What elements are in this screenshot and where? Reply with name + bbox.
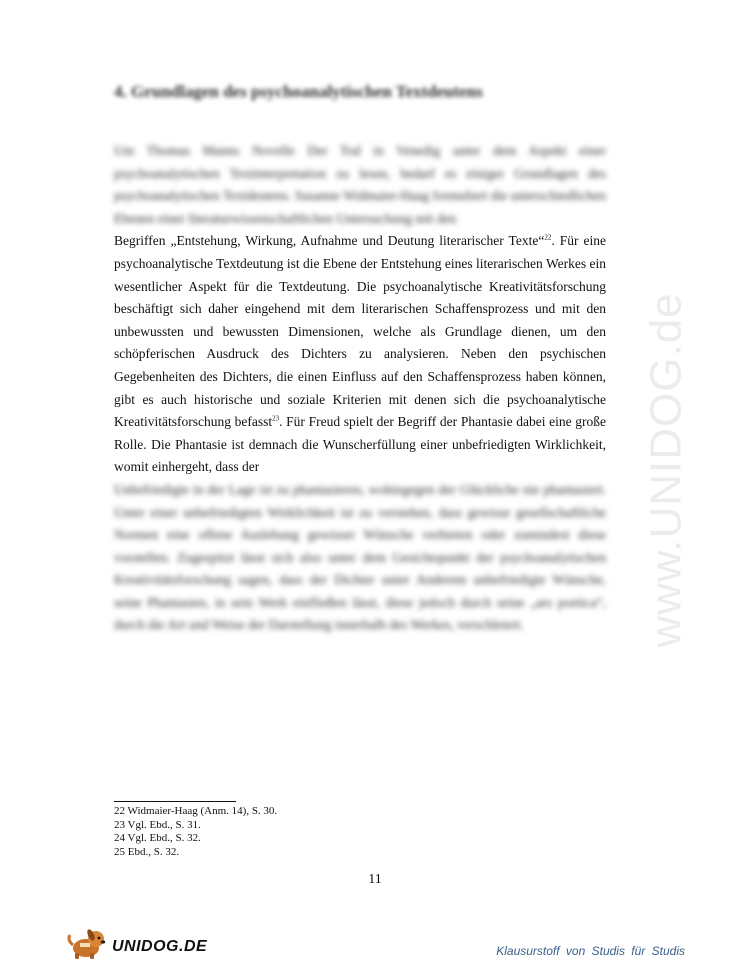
visible-text-end: . Für Freud spielt der Begriff der Phantasie dabei eine große Rolle. Die Phantasie ist demnach die Wunscherfüllung einer unbefriedigten Wirklichkeit, womit einhergeht, dass der (114, 414, 606, 475)
body-text (114, 140, 606, 637)
footnote-23: 23 Vgl. Ebd., S. 31. (114, 818, 201, 831)
blurred-intro-paragraph: Um Thomas Manns Novelle Der Tod in Venedig unter dem Aspekt einer psychoanalytischen Textinterpretation zu lesen, bedarf es einiger Grundlagen des psychoanalytischen Textdeutens. Susanne Widmaier-Haag formuliert die unterschiedlichen Ebenen einer literaturwissenschaftlichen Untersuchung mit den (114, 143, 606, 226)
footnote-22: 22 Widmaier-Haag (Anm. 14), S. 30. (114, 805, 278, 817)
dog-mascot-icon (66, 926, 110, 960)
section-heading: 4. Grundlagen des psychoanalytischen Textdeutens (114, 82, 483, 101)
page-number: 11 (368, 872, 382, 887)
blurred-outro-paragraph: Unbefriedigte in der Lage ist zu phantasieren, wohingegen der Glückliche nie phantasiert. Unter einer unbefriedigten Wirklichkeit ist zu verstehen, dass gewisse gesellschaftliche Normen eine offene Auslebung gewisser Wünsche verbieten oder zumindest diese vorstellen. Zugespitzt lässt sich also unter dem Gesichtspunkt der psychoanalytischen Kreativitätsforschung sagen, dass der Dichter unter Anderem unbefriedigte Wünsche, seine Phantasien, in sein Werk einfließen lässt, diese jedoch durch seine „ars poetica“, durch die Art und Weise der Darstellung innerhalb des Werkes, verschleiert. (114, 481, 606, 633)
footnote-24: 24 Vgl. Ebd., S. 32. (114, 832, 201, 844)
visible-text-middle: . Für eine psychoanalytische Textdeutung ist die Ebene der Entstehung eines literarischen Werkes ein wesentlicher Aspekt für die Textdeutung. Die psychoanalytische Kreativitätsforschung beschäftigt sich daher eingehend mit dem literarischen Schaffensprozess und mit den unbewussten und bewussten Dimensionen, welche als Grundlage dienen, um den schöpferischen Ausdruck des Dichters zu analysieren. Neben den psychischen Gegebenheiten des Dichters, die einen Einfluss auf den Schaffensprozess haben können, gibt es auch historische und soziale Kriterien mit denen sich die psychoanalytische Kreativitätsforschung befasst (114, 233, 606, 430)
footnote-divider (114, 801, 236, 802)
footnote-25: 25 Ebd., S. 32. (114, 845, 180, 858)
visible-paragraph (114, 230, 606, 479)
logo-text: UNIDOG.DE (112, 938, 208, 955)
watermark: www.UNIDOG.de (642, 292, 692, 648)
footer-tagline: Klausurstoff von Studis für Studis (496, 944, 685, 958)
footnotes (114, 805, 414, 859)
unidog-logo[interactable] (66, 926, 207, 960)
footnote-ref-22: 22 (544, 233, 552, 242)
visible-text-start: Begriffen „Entstehung, Wirkung, Aufnahme und Deutung literarischer Texte“ (114, 233, 545, 249)
footnote-ref-23: 23 (272, 414, 280, 423)
